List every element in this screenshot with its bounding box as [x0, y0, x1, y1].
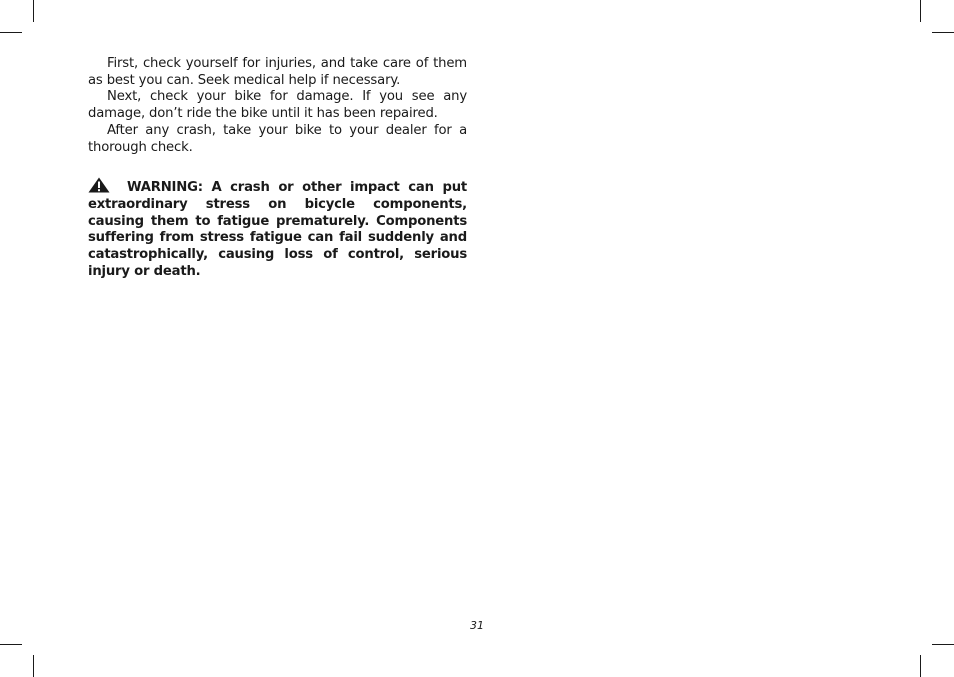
crop-mark-top-left-vertical [33, 0, 34, 22]
warning-triangle-icon [88, 177, 110, 193]
crop-mark-bottom-left-vertical [33, 655, 34, 677]
warning-block [88, 177, 467, 280]
paragraph-injuries: First, check yourself for injuries, and take care of them as best you can. Seek medical help if necessary. [88, 56, 467, 88]
warning-text: WARNING: A crash or other impact can put extraordinary stress on bicycle components, causing them to fatigue prematurely. Components suffering from stress fatigue can fail suddenly and catastrophically, causing loss of control, serious injury or death. [88, 180, 467, 279]
crop-mark-top-right-horizontal [932, 32, 954, 33]
paragraph-dealer-check: After any crash, take your bike to your dealer for a thorough check. [88, 122, 467, 155]
crop-mark-bottom-right-vertical [920, 655, 921, 677]
crop-mark-top-right-vertical [920, 0, 921, 22]
paragraph-bike-damage: Next, check your bike for damage. If you see any damage, don’t ride the bike until it has been repaired. [88, 89, 467, 122]
crop-mark-bottom-right-horizontal [932, 644, 954, 645]
page-number: 31 [470, 619, 484, 632]
crop-mark-bottom-left-horizontal [0, 644, 22, 645]
text-column [88, 56, 467, 280]
crop-mark-top-left-horizontal [0, 32, 22, 33]
